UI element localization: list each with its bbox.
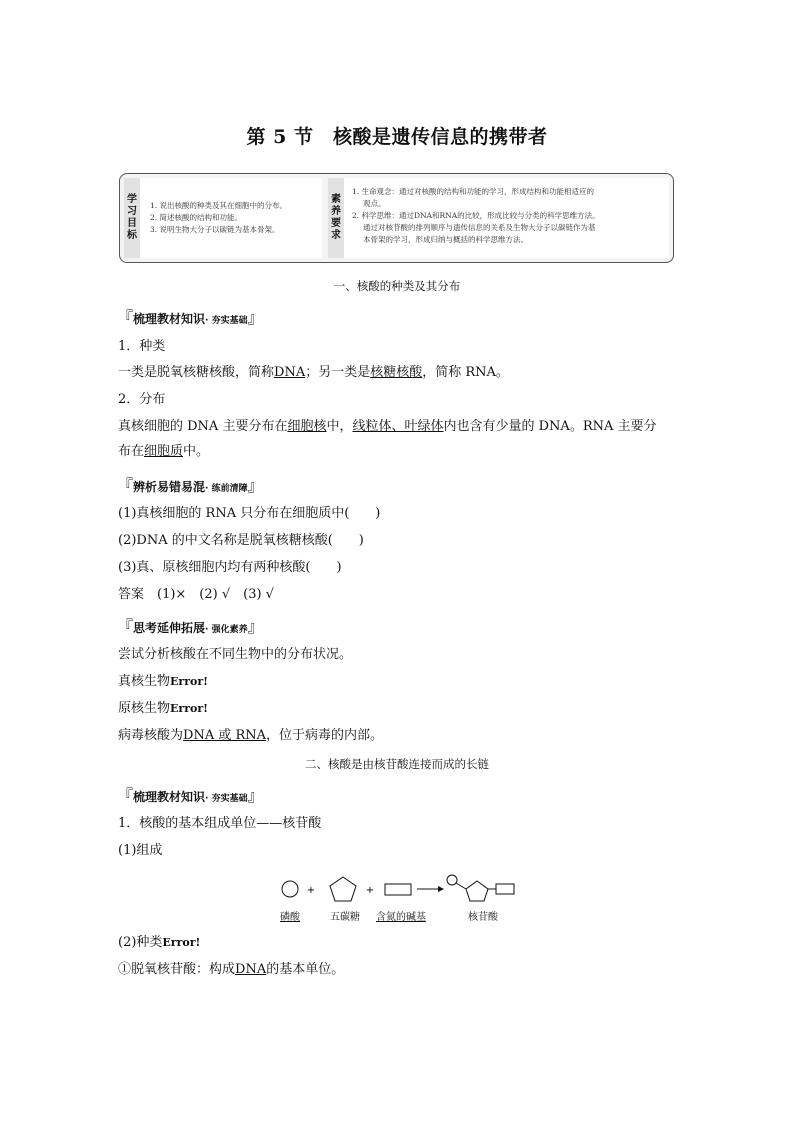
subheading: 1．核酸的基本组成单位——核苷酸 [118, 816, 322, 831]
phosphate-circle-icon [282, 881, 298, 897]
prokaryote-line: 原核生物Error! [118, 701, 208, 716]
error-text: Error! [162, 936, 201, 949]
competency-line: 观点。 [363, 199, 386, 208]
competency-line: 1. 生命观念：通过对核酸的结构和功能的学习，形成结构和功能相适应的 [352, 187, 595, 196]
nucleotide-phosphate-icon [447, 875, 457, 885]
subheading: 2．分布 [118, 392, 166, 407]
tag-sub: · 夯实基础 [205, 794, 248, 804]
answer: 答案 (1)× (2) √ (3) √ [118, 587, 274, 602]
tag-sub: · 夯实基础 [205, 316, 248, 326]
page-title: 第 5 节 核酸是遗传信息的携带者 [246, 126, 548, 148]
deoxy-line: ①脱氧核苷酸：构成DNA的基本单位。 [118, 962, 345, 977]
paragraph-distribution: 真核细胞的 DNA 主要分布在细胞核中，线粒体、叶绿体内也含有少量的 DNA。RNA 主要分 [118, 419, 657, 434]
competency-line: 通过对核苷酸的排列顺序与遗传信息的关系及生物大分子以碳链作为基 [363, 223, 596, 232]
answer-blank: 核糖核酸 [370, 365, 423, 380]
bond-line [456, 883, 466, 889]
think-prompt: 尝试分析核酸在不同生物中的分布状况。 [118, 647, 353, 662]
types-line: (2)种类Error! [118, 935, 201, 950]
error-text: Error! [170, 702, 208, 715]
virus-line: 病毒核酸为DNA 或 RNA，位于病毒的内部。 [118, 728, 384, 743]
tag-main: 辨析易错易混 [133, 480, 206, 494]
nucleotide-base-icon [496, 884, 514, 894]
question: (2)DNA 的中文名称是脱氧核糖核酸( ) [118, 533, 364, 548]
section-heading: 二、核酸是由核苷酸连接而成的长链 [305, 757, 489, 771]
plus-sign: + [306, 885, 316, 896]
competency-line: 2. 科学思维：通过DNA和RNA的比较，形成比较与分类的科学思维方法。 [352, 211, 600, 220]
competency-panel [344, 178, 669, 258]
section-tag: 『梳理教材知识· 夯实基础』 [117, 786, 264, 805]
objective-item: 3. 说明生物大分子以碳链为基本骨架。 [150, 225, 280, 234]
answer-blank: 细胞核 [287, 419, 327, 434]
paragraph-kinds: 一类是脱氧核糖核酸，简称DNA；另一类是核糖核酸，简称 RNA。 [118, 365, 509, 380]
composition-label: (1)组成 [118, 843, 163, 858]
arrow-head-icon [438, 886, 444, 892]
label-nucleotide: 核苷酸 [468, 912, 498, 923]
objectives-panel [140, 178, 322, 258]
answer-blank: DNA [274, 365, 306, 380]
answer-blank: 线粒体、叶绿体 [352, 419, 444, 434]
answer-blank: DNA 或 RNA [183, 728, 267, 743]
tag-main: 梳理教材知识 [133, 790, 206, 804]
tag-main: 思考延伸拓展 [133, 621, 206, 635]
label-base: 含氮的碱基 [376, 912, 426, 923]
objective-item: 1. 说出核酸的种类及其在细胞中的分布。 [150, 201, 288, 210]
section-tag: 『梳理教材知识· 夯实基础』 [117, 308, 264, 327]
competency-label: 素养要求 [328, 178, 344, 258]
base-rectangle-icon [385, 884, 411, 895]
section-heading: 一、核酸的种类及其分布 [333, 279, 461, 293]
subheading: 1．种类 [118, 339, 166, 354]
question: (1)真核细胞的 RNA 只分布在细胞质中( ) [118, 506, 381, 521]
competency-line: 本骨架的学习，形成归纳与概括的科学思维方法。 [363, 235, 528, 244]
objectives-box [119, 173, 674, 263]
pentose-pentagon-icon [330, 877, 356, 901]
tag-sub: · 强化素养 [205, 625, 248, 635]
label-phosphate: 磷酸 [280, 912, 300, 923]
tag-main: 梳理教材知识 [133, 312, 206, 326]
answer-blank: DNA [235, 962, 267, 977]
eukaryote-line: 真核生物Error! [118, 674, 208, 689]
nucleotide-sugar-icon [466, 881, 488, 901]
paragraph-distribution-cont: 布在细胞质中。 [118, 444, 210, 459]
objectives-label: 学习目标 [124, 178, 140, 258]
answer-blank: 细胞质 [144, 444, 184, 459]
plus-sign: + [365, 885, 375, 896]
label-pentose: 五碳糖 [330, 912, 360, 923]
error-text: Error! [170, 675, 208, 688]
section-tag: 『思考延伸拓展· 强化素养』 [117, 617, 264, 636]
question: (3)真、原核细胞内均有两种核酸( ) [118, 560, 342, 575]
objective-item: 2. 简述核酸的结构和功能。 [150, 213, 243, 222]
section-tag: 『辨析易错易混· 练前清障』 [117, 476, 264, 495]
tag-sub: · 练前清障 [205, 484, 248, 494]
